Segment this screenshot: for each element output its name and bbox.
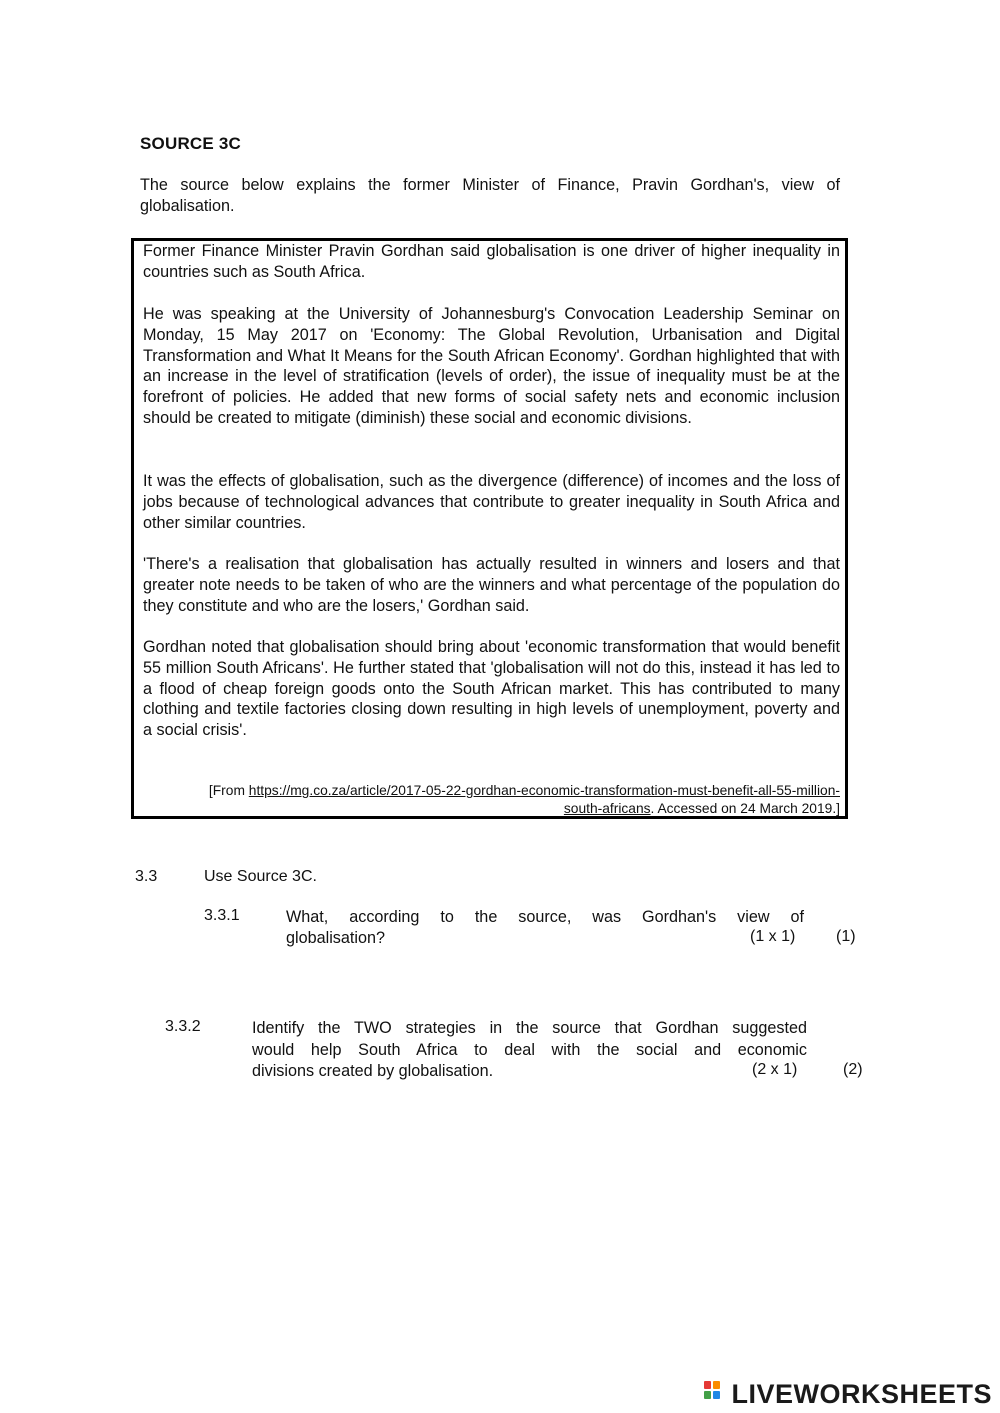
mark-allocation: (1 x 1) [750,928,796,945]
citation-link-continued[interactable]: south-africans [563,801,651,816]
source-paragraph: Former Finance Minister Pravin Gordhan said globalisation is one driver of higher inequality in countries such as South Africa. [143,242,840,281]
mark-allocation: (2 x 1) [752,1061,798,1078]
source-paragraph: It was the effects of globalisation, such as the divergence (difference) of incomes and the loss of jobs because of technological advances that contribute to greater inequality in South Africa and other similar countries. [143,472,840,532]
liveworksheets-logo [704,1378,992,1410]
citation-link[interactable]: https://mg.co.za/article/2017-05-22-gordhan-economic-transformation-must-benefit-all-55-million- [248,783,840,798]
source-intro: The source below explains the former Minister of Finance, Pravin Gordhan's, view of globalisation. [140,176,840,215]
question-number: 3.3 [135,868,158,885]
question-number: 3.3.1 [204,907,240,924]
question-text-line: Identify the TWO strategies in the source that Gordhan suggested [252,1019,807,1037]
question-text-line: would help South Africa to deal with the social and economic [252,1041,807,1059]
source-heading: SOURCE 3C [140,134,241,153]
source-box [131,238,848,819]
question-text-line: What, according to the source, was Gordhan's view of [286,908,804,926]
source-paragraph: 'There's a realisation that globalisation has actually resulted in winners and losers and that greater note needs to be taken of who are the winners and what percentage of the population do they constitute and who are the losers,' Gordhan said. [143,555,840,615]
liveworksheets-icon [704,1381,728,1407]
marks-total: (1) [836,928,856,945]
marks-total: (2) [843,1061,863,1078]
source-paragraph: Gordhan noted that globalisation should bring about 'economic transformation that would benefit 55 million South Africans'. He further stated that 'globalisation will not do this, instead it has led to a flood of cheap foreign goods onto the South African market. This has contributed to many clothing and textile factories closing down resulting in high levels of unemployment, poverty and a social crisis'. [143,638,840,740]
citation-prefix: [From [208,783,249,798]
question-number: 3.3.2 [165,1018,201,1035]
question-text-line: divisions created by globalisation. [252,1062,494,1080]
source-citation [143,782,840,818]
question-text-line: globalisation? [286,929,385,947]
source-paragraph: He was speaking at the University of Johannesburg's Convocation Leadership Seminar on Monday, 15 May 2017 on 'Economy: The Global Revolution, Urbanisation and Digital Transformation and What It Means for the South African Economy'. Gordhan highlighted that with an increase in the level of stratification (levels of order), the issue of inequality must be at the forefront of policies. He added that new forms of social safety nets and economic inclusion should be created to mitigate (diminish) these social and economic divisions. [143,305,840,427]
liveworksheets-wordmark: LIVEWORKSHEETS [731,1378,992,1409]
citation-suffix: . Accessed on 24 March 2019.] [650,801,840,816]
question-text: Use Source 3C. [204,868,317,885]
